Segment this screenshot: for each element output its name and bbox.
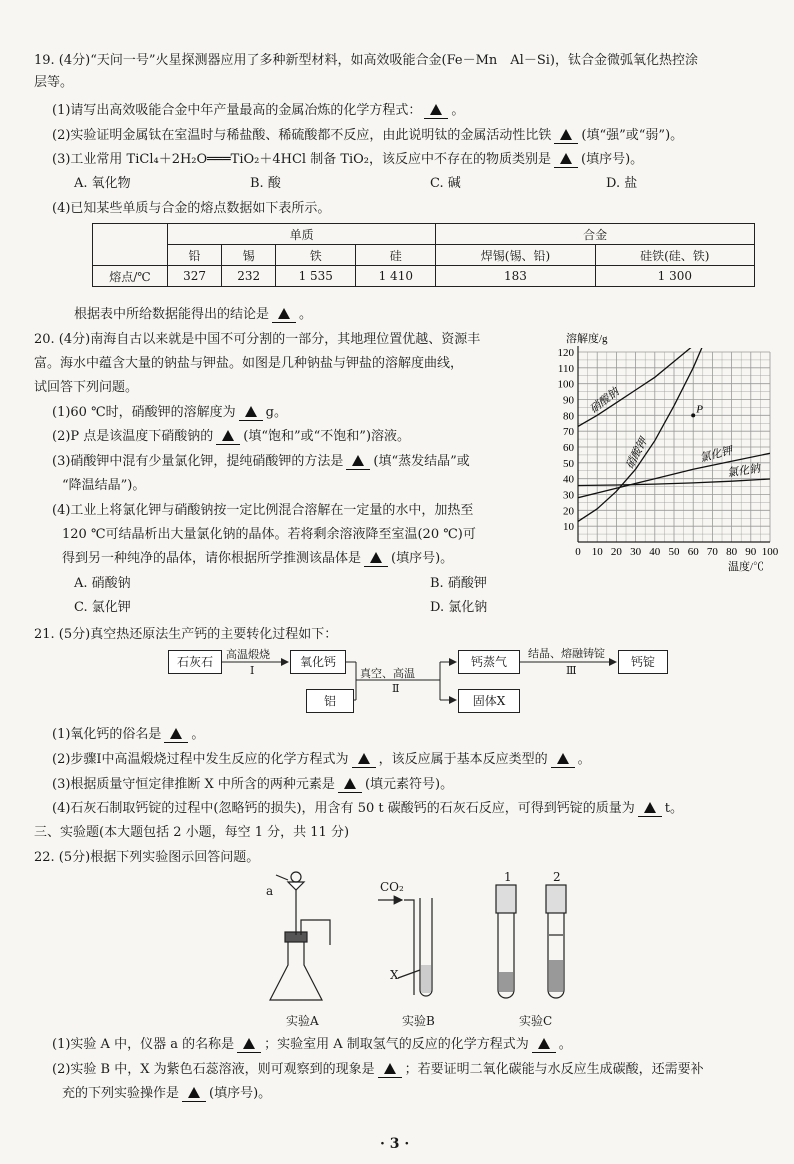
q19-stem-line2: 层等。 bbox=[34, 75, 74, 90]
y-tick-label: 30 bbox=[563, 489, 574, 502]
q22-sub2-line2: 充的下列实验操作是 (填序号)。 bbox=[62, 1086, 272, 1101]
chart-ylabel: 溶解度/g bbox=[566, 333, 608, 345]
q20-option-b: B. 硝酸钾 bbox=[430, 576, 487, 591]
caption-experiment-a: 实验A bbox=[286, 1014, 319, 1028]
series-label: 硝酸钠 bbox=[587, 386, 622, 416]
point-p-label: P bbox=[696, 403, 703, 416]
flow-step3-number: Ⅲ bbox=[566, 664, 577, 677]
q20-option-d: D. 氯化钠 bbox=[430, 600, 488, 615]
x-tick-label: 70 bbox=[706, 546, 718, 558]
q20-sub2: (2)P 点是该温度下硝酸钠的 (填“饱和”或“不饱和”)溶液。 bbox=[52, 429, 411, 444]
q19-sub1: (1)请写出高效吸能合金中年产量最高的金属冶炼的化学方程式： 。 bbox=[52, 103, 465, 118]
table-group-alloy: 合金 bbox=[436, 224, 755, 245]
q20-stem-line1: 20. (4分)南海自古以来就是中国不可分割的一部分，其地理位置优越、资源丰 bbox=[34, 332, 481, 347]
flow-calcium-oxide: 氧化钙 bbox=[290, 650, 346, 674]
q19-stem-line1: 19. (4分)“天问一号”火星探测器应用了多种新型材料，如高效吸能合金(Fe－Mn Al－Si)，钛合金微弧氧化热控涂 bbox=[34, 53, 698, 68]
apparatus-label-x: X bbox=[390, 968, 399, 982]
x-tick-label: 20 bbox=[610, 546, 622, 558]
table-header: 锡 bbox=[222, 245, 276, 266]
section-heading: 三、实验题(本大题包括 2 小题，每空 1 分，共 11 分) bbox=[34, 825, 350, 840]
flow-step1-number: Ⅰ bbox=[250, 664, 255, 677]
flow-calcium-ingot: 钙锭 bbox=[618, 650, 668, 674]
q19-sub5: 根据表中所给数据能得出的结论是 。 bbox=[74, 307, 313, 322]
y-tick-label: 120 bbox=[557, 347, 574, 359]
answer-blank[interactable] bbox=[182, 1087, 206, 1102]
flow-step2-label: 真空、高温 bbox=[360, 667, 415, 680]
x-tick-label: 80 bbox=[726, 546, 738, 558]
chart-xlabel: 温度/℃ bbox=[728, 561, 765, 573]
q19-sub2: (2)实验证明金属钛在室温时与稀盐酸、稀硫酸都不反应，由此说明钛的金属活动性比铁 (填“强”或“弱”)。 bbox=[52, 128, 684, 143]
q22-sub1: (1)实验 A 中，仪器 a 的名称是 ；实验室用 A 制取氢气的反应的化学方程式为 。 bbox=[52, 1037, 572, 1052]
triangle-icon bbox=[538, 1038, 550, 1049]
y-tick-label: 60 bbox=[563, 442, 574, 454]
y-tick-label: 100 bbox=[557, 378, 574, 391]
apparatus-label-2: 2 bbox=[553, 870, 561, 884]
x-tick-label: 90 bbox=[745, 546, 757, 558]
flow-calcium-vapor: 钙蒸气 bbox=[458, 650, 520, 674]
x-tick-label: 40 bbox=[649, 546, 661, 558]
apparatus-label-a: a bbox=[266, 884, 274, 898]
answer-blank[interactable] bbox=[532, 1038, 556, 1053]
q19-option-c: C. 碱 bbox=[430, 176, 461, 191]
series-label: 氯化钾 bbox=[698, 444, 734, 465]
table-cell: 1 300 bbox=[595, 266, 754, 287]
table-cell: 183 bbox=[436, 266, 595, 287]
x-tick-label: 60 bbox=[687, 546, 699, 558]
flow-step2-number: Ⅱ bbox=[392, 682, 400, 695]
table-group-simple: 单质 bbox=[168, 224, 436, 245]
q19-option-a: A. 氧化物 bbox=[74, 176, 131, 191]
q20-sub3-line2: “降温结晶”)。 bbox=[62, 478, 146, 493]
q21-stem: 21. (5分)真空热还原法生产钙的主要转化过程如下： bbox=[34, 627, 338, 642]
q20-option-a: A. 硝酸钠 bbox=[74, 576, 131, 591]
table-cell: 232 bbox=[222, 266, 276, 287]
y-tick-label: 40 bbox=[563, 473, 574, 486]
apparatus-label-co2: CO₂ bbox=[380, 880, 404, 894]
caption-experiment-c: 实验C bbox=[519, 1014, 553, 1028]
test-tube-b bbox=[378, 898, 432, 996]
table-header: 铁 bbox=[276, 245, 356, 266]
y-tick-label: 50 bbox=[563, 457, 574, 470]
q20-sub4-line2: 120 ℃可结晶析出大量氯化钠的晶体。若将剩余溶液降至室温(20 ℃)可 bbox=[62, 527, 476, 542]
y-tick-label: 110 bbox=[557, 362, 574, 375]
table-cell: 1 535 bbox=[276, 266, 356, 287]
answer-blank[interactable] bbox=[378, 1063, 402, 1078]
q19-option-b: B. 酸 bbox=[250, 176, 281, 191]
flow-limestone: 石灰石 bbox=[168, 650, 222, 674]
table-header: 铅 bbox=[168, 245, 222, 266]
q21-sub4: (4)石灰石制取钙锭的过程中(忽略钙的损失)，用含有 50 t 碳酸钙的石灰石反应，可得到钙锭的质量为 t。 bbox=[52, 801, 683, 816]
flask-apparatus bbox=[270, 872, 330, 1000]
caption-experiment-b: 实验B bbox=[402, 1014, 435, 1028]
apparatus-label-1: 1 bbox=[504, 870, 512, 884]
y-tick-label: 90 bbox=[563, 394, 574, 407]
q20-sub3: (3)硝酸钾中混有少量氯化钾，提纯硝酸钾的方法是 (填“蒸发结晶”或 bbox=[52, 454, 470, 469]
flow-step3-label: 结晶、熔融铸锭 bbox=[528, 647, 605, 660]
series-label: 氯化钠 bbox=[726, 462, 761, 480]
series-label: 硝酸钾 bbox=[623, 436, 650, 472]
q20-stem-line3: 试回答下列问题。 bbox=[34, 380, 139, 395]
answer-blank[interactable] bbox=[237, 1038, 261, 1053]
q20-sub4-line1: (4)工业上将氯化钾与硝酸钠按一定比例混合溶解在一定量的水中，加热至 bbox=[52, 503, 474, 518]
q22-stem: 22. (5分)根据下列实验图示回答问题。 bbox=[34, 850, 260, 865]
test-tubes-c bbox=[496, 885, 566, 998]
q19-option-d: D. 盐 bbox=[606, 176, 638, 191]
q22-sub2: (2)实验 B 中，X 为紫色石蕊溶液，则可观察到的现象是 ；若要证明二氧化碳能与水反应生成碳酸，还需要补 bbox=[52, 1062, 704, 1077]
table-header: 硅 bbox=[356, 245, 436, 266]
y-tick-label: 70 bbox=[563, 426, 574, 439]
table-row-label: 熔点/℃ bbox=[93, 266, 168, 287]
y-tick-label: 20 bbox=[563, 505, 574, 518]
q20-sub4-line3: 得到另一种纯净的晶体，请你根据所学推测该晶体是 (填序号)。 bbox=[62, 551, 454, 566]
q19-sub4: (4)已知某些单质与合金的熔点数据如下表所示。 bbox=[52, 201, 331, 216]
q19-sub3: (3)工业常用 TiCl₄＋2H₂O═══TiO₂＋4HCl 制备 TiO₂，该反应中不存在的物质类别是 (填序号)。 bbox=[52, 152, 644, 167]
triangle-icon bbox=[384, 1063, 396, 1074]
q20-stem-line2: 富。海水中蕴含大量的钠盐与钾盐。如图是几种钠盐与钾盐的溶解度曲线， bbox=[34, 356, 464, 371]
q21-sub3: (3)根据质量守恒定律推断 X 中所含的两种元素是 (填元素符号)。 bbox=[52, 777, 454, 792]
flow-solid-x: 固体X bbox=[458, 689, 520, 713]
x-tick-label: 50 bbox=[668, 546, 680, 558]
x-tick-label: 0 bbox=[575, 546, 581, 558]
x-tick-label: 30 bbox=[630, 546, 642, 558]
table-header: 硅铁(硅、铁) bbox=[595, 245, 754, 266]
flow-aluminium: 铝 bbox=[306, 689, 354, 713]
table-header: 焊锡(锡、铅) bbox=[436, 245, 595, 266]
y-tick-label: 80 bbox=[563, 410, 574, 423]
q20-sub1: (1)60 ℃时，硝酸钾的溶解度为 g。 bbox=[52, 405, 287, 420]
q21-sub1: (1)氧化钙的俗名是 。 bbox=[52, 727, 205, 742]
table-cell: 1 410 bbox=[356, 266, 436, 287]
page-number: · 3 · bbox=[380, 1136, 410, 1152]
q21-sub2: (2)步骤Ⅰ中高温煅烧过程中发生反应的化学方程式为 ，该反应属于基本反应类型的 。 bbox=[52, 752, 591, 767]
table-cell: 327 bbox=[168, 266, 222, 287]
y-tick-label: 10 bbox=[563, 521, 574, 534]
triangle-icon bbox=[243, 1038, 255, 1049]
triangle-icon bbox=[188, 1087, 200, 1098]
x-tick-label: 10 bbox=[591, 546, 603, 558]
x-tick-label: 100 bbox=[761, 546, 779, 558]
flow-step1-label: 高温煅烧 bbox=[226, 648, 270, 661]
q20-option-c: C. 氯化钾 bbox=[74, 600, 131, 615]
